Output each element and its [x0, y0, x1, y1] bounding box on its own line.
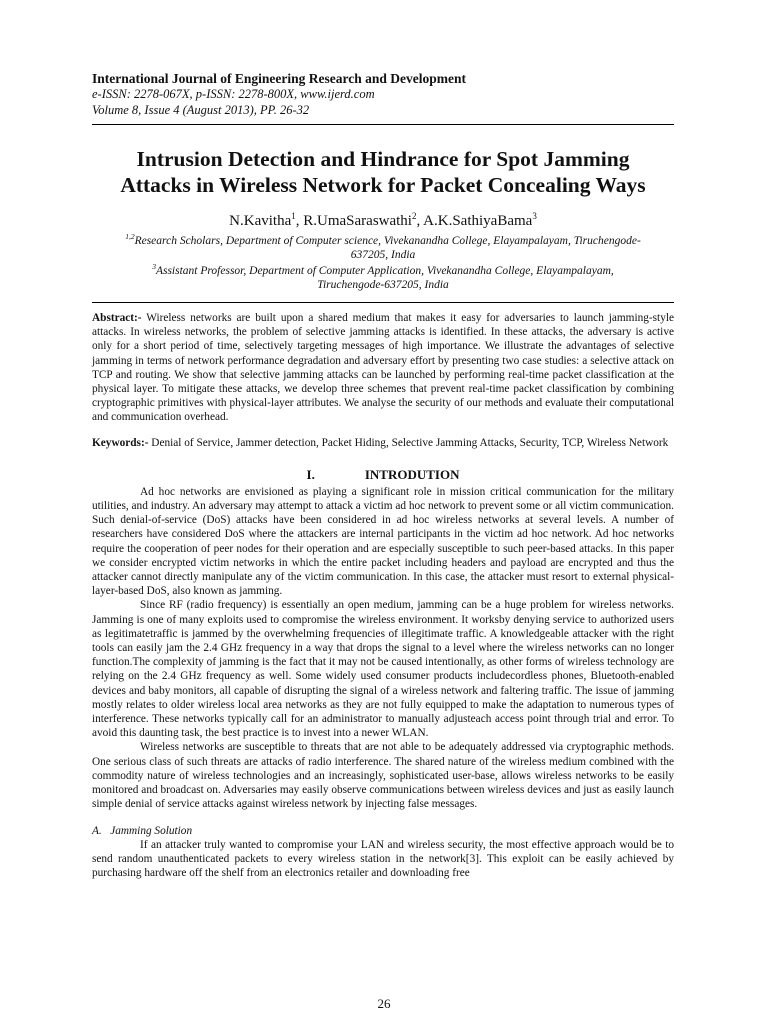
keywords [92, 436, 674, 450]
affiliation-1 [92, 234, 674, 262]
affiliation-1-line [92, 234, 674, 248]
author-1: N.Kavitha [229, 213, 292, 229]
keywords-label: Keywords:- [92, 436, 149, 449]
affiliation-2 [92, 264, 674, 292]
keywords-text: Denial of Service, Jammer detection, Packet Hiding, Selective Jamming Attacks, Security, TCP, Wireless Network [148, 436, 669, 449]
author-3-sup: 3 [532, 211, 537, 221]
author-2: R.UmaSaraswathi [303, 213, 412, 229]
title-block-rule [92, 302, 674, 303]
intro-paragraph-1: Ad hoc networks are envisioned as playing a significant role in mission critical communication for the military utilities, and industry. An adversary may attempt to attack a victim ad hoc network to prevent some or all victim communication. Such denial-of-service (DoS) attacks have been considered in ad hoc wireless networks at several levels. A number of researchers have considered DoS where the attackers are internal participants in the victim ad hoc network. Ad hoc networks require the cooperation of peer nodes for their operation and are especially susceptible to such peer-based attacks. In this paper we consider encrypted victim networks in which the entire packet including headers and payload are encrypted and thus the attacker cannot directly manipulate any of the victim communication. In this case, the attacker must resort to external physical-layer-based DoS, also known as jamming. [92, 485, 674, 598]
author-list [92, 212, 674, 230]
affiliation-2-line [92, 264, 674, 278]
page-number: 26 [377, 996, 391, 1011]
subsection-heading: A. Jamming Solution [92, 824, 193, 837]
journal-issn: e-ISSN: 2278-067X, p-ISSN: 2278-800X, www.ijerd.com [92, 87, 375, 101]
journal-name: International Journal of Engineering Research and Development [92, 71, 466, 86]
affiliation-1-cont: 637205, India [350, 249, 416, 261]
affiliation-2-cont: Tiruchengode-637205, India [317, 279, 449, 291]
intro-paragraph-3: Wireless networks are susceptible to threats that are not able to be adequately addressed via cryptographic methods. One serious class of such threats are attacks of radio interference. The shared nature of the wireless medium combined with the commodity nature of wireless technologies and an increasingly, sophisticated user-base, allows wireless networks to be easily monitored and broadcast on. Adversaries may easily observe communications between wireless devices and just as easily launch simple denial of service attacks against wireless network by injecting false messages. [92, 741, 674, 811]
author-separator: , [295, 213, 304, 229]
subsection-paragraph-1: If an attacker truly wanted to compromise your LAN and wireless security, the most effective approach would be to send random unauthenticated packets to every wireless station in the network[3]. This exploit can be easily achieved by purchasing hardware off the shelf from an electronics retailer and downloading free [92, 838, 674, 880]
paper-page [92, 70, 674, 880]
author-separator: , [416, 213, 424, 229]
affiliation-2-text: Assistant Professor, Department of Computer Application, Vivekanandha College, Elayampalayam, [155, 265, 614, 277]
section-number: I. [306, 466, 315, 482]
abstract-label: Abstract:- [92, 312, 142, 324]
author-2-sup: 2 [411, 211, 417, 221]
affiliation-1-text: Research Scholars, Department of Computer science, Vivekanandha College, Elayampalayam, Tiruchengode- [134, 235, 641, 247]
affiliation-1-sup: 1,2 [125, 232, 135, 242]
abstract-text: Wireless networks are built upon a shared medium that makes it easy for adversaries to launch jamming-style attacks. In wireless networks, the problem of selective jamming attacks is identified. In these attacks, the adversary is active only for a short period of time, selectively targeting messages of high importance. We illustrate the advantages of selective jamming in terms of network performance degradation and adversary effort by presenting two case studies: a selective attack on TCP and routing. We show that selective jamming attacks can be launched by performing real-time packet classification at the physical layer. To mitigate these attacks, we develop three schemes that prevent real-time packet classification by combining cryptographic primitives with physical-layer attributes. We analyse the security of our methods and evaluate their computational and communication overhead. [92, 312, 674, 424]
author-3: A.K.SathiyaBama [423, 213, 533, 229]
section-title: INTRODUTION [364, 466, 460, 482]
abstract [92, 311, 674, 425]
author-1-sup: 1 [291, 211, 296, 221]
title-line-1: Intrusion Detection and Hindrance for Spot Jamming [136, 147, 630, 171]
header-rule [92, 124, 674, 125]
journal-volume: Volume 8, Issue 4 (August 2013), PP. 26-32 [92, 102, 310, 117]
intro-paragraph-2: Since RF (radio frequency) is essentially an open medium, jamming can be a huge problem for wireless networks. Jamming is one of many exploits used to compromise the wireless environment. It worksby denying service to authorized users as legitimatetraffic is jammed by the overwhelming frequencies of illegitimate traffic. A knowledgeable attacker with the right tools can easily jam the 2.4 GHz frequency in a way that drops the signal to a level where the wireless networks can no longer function.The complexity of jamming is the fact that it may not be caused intentionally, as other forms of wireless technology are relying on the 2.4 GHz frequency as well. Some widely used consumer products includecordless phones, Bluetooth-enabled devices and baby monitors, all capable of disrupting the signal of a wireless network and faltering traffic. The issue of jamming mostly relates to older wireless local area networks as they are not fully equipped to make the adaptation to numerous types of interference. These networks typically call for an administrator to manually adjusteach access point through trial and error. To avoid this daunting task, the best practice is to invest into a newer WLAN. [92, 599, 674, 740]
section-heading [92, 467, 674, 483]
title-line-2: Attacks in Wireless Network for Packet Concealing Ways [120, 173, 646, 197]
paper-title [92, 146, 674, 198]
affiliation-2-sup: 3 [152, 262, 156, 272]
